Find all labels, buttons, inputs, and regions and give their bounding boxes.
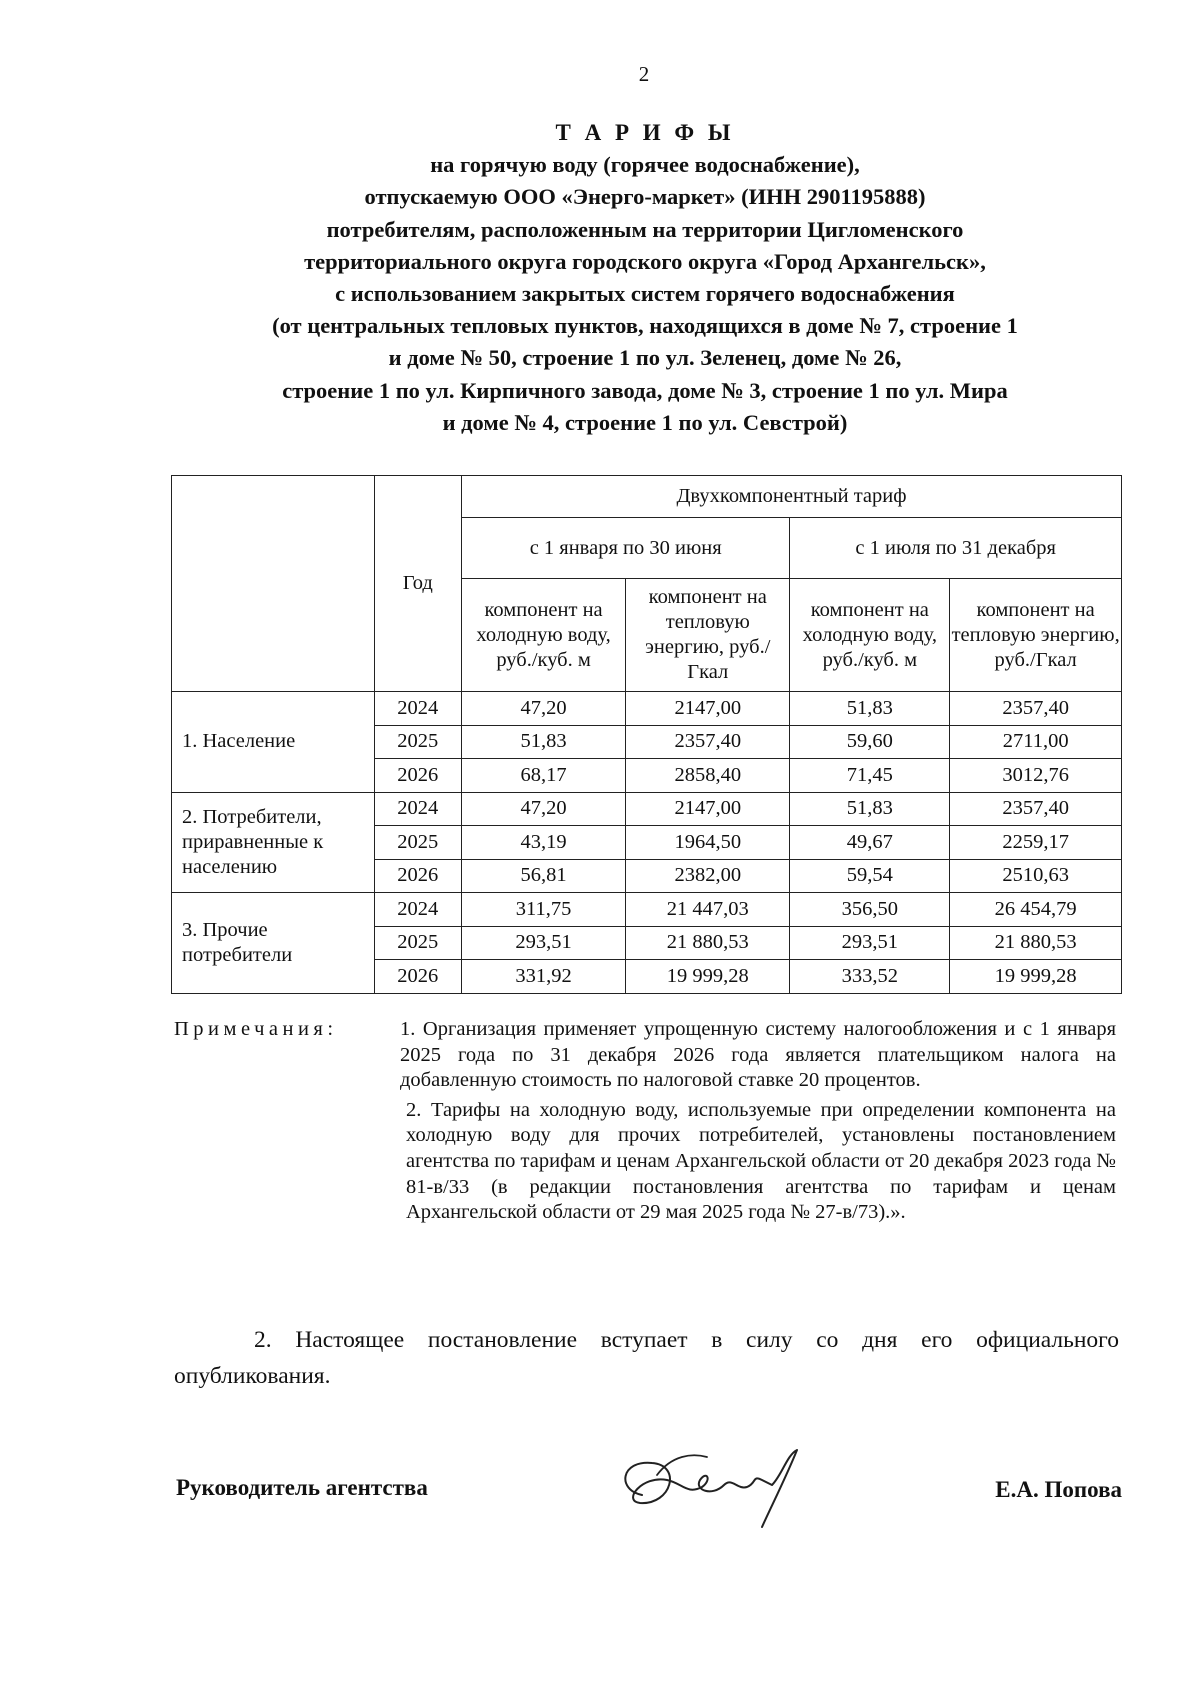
value-cell: 49,67 xyxy=(790,826,950,860)
category-cell: 3. Прочие потребители xyxy=(172,893,375,994)
title-line: отпускаемую ООО «Энерго-маркет» (ИНН 2901195888) xyxy=(364,184,926,210)
value-cell: 2357,40 xyxy=(950,792,1122,826)
title-line: территориального округа городского округа «Город Архангельск», xyxy=(304,248,986,274)
value-cell: 51,83 xyxy=(461,725,625,759)
value-cell: 21 880,53 xyxy=(950,926,1122,960)
title-line: и доме № 50, строение 1 по ул. Зеленец, доме № 26, xyxy=(388,345,902,371)
effective-date-clause: 2. Настоящее постановление вступает в силу со дня его официального опубликования. xyxy=(174,1327,1119,1389)
value-cell: 2382,00 xyxy=(626,859,790,893)
value-cell: 311,75 xyxy=(461,893,625,927)
value-cell: 68,17 xyxy=(461,759,625,793)
year-cell: 2024 xyxy=(374,792,461,826)
title-main: Т А Р И Ф Ы xyxy=(555,120,735,145)
year-cell: 2026 xyxy=(374,759,461,793)
value-cell: 51,83 xyxy=(790,692,950,726)
title-line: с использованием закрытых систем горячего водоснабжения xyxy=(335,281,955,307)
year-header: Год xyxy=(374,476,461,692)
tariff-table xyxy=(171,475,1122,994)
title-line: потребителям, расположенным на территории Цигломенского xyxy=(326,216,964,242)
value-cell: 56,81 xyxy=(461,859,625,893)
title-line: на горячую воду (горячее водоснабжение), xyxy=(430,152,860,178)
value-cell: 2357,40 xyxy=(950,692,1122,726)
value-cell: 59,54 xyxy=(790,859,950,893)
value-cell: 293,51 xyxy=(461,926,625,960)
value-cell: 26 454,79 xyxy=(950,893,1122,927)
period-header: с 1 января по 30 июня xyxy=(461,518,789,579)
value-cell: 3012,76 xyxy=(950,759,1122,793)
component-header: компонент на тепловую энергию, руб./Гкал xyxy=(950,579,1122,692)
value-cell: 19 999,28 xyxy=(626,960,790,994)
note-item: 1. Организация применяет упрощенную систему налогообложения и с 1 января 2025 года по 31 декабря 2026 года является плательщиком налога на добавленную стоимость по налоговой ставке 20 процентов. xyxy=(400,1018,1116,1092)
title-line: (от центральных тепловых пунктов, находящихся в доме № 7, строение 1 xyxy=(272,313,1018,339)
tariff-header: Двухкомпонентный тариф xyxy=(461,476,1121,518)
value-cell: 2858,40 xyxy=(626,759,790,793)
category-cell: 1. Население xyxy=(172,692,375,793)
component-header: компонент на холодную воду, руб./куб. м xyxy=(790,579,950,692)
year-cell: 2026 xyxy=(374,960,461,994)
value-cell: 2147,00 xyxy=(626,692,790,726)
table-row xyxy=(172,692,1122,726)
year-cell: 2025 xyxy=(374,926,461,960)
value-cell: 2510,63 xyxy=(950,859,1122,893)
value-cell: 43,19 xyxy=(461,826,625,860)
value-cell: 59,60 xyxy=(790,725,950,759)
value-cell: 1964,50 xyxy=(626,826,790,860)
value-cell: 47,20 xyxy=(461,692,625,726)
notes-body xyxy=(400,1017,1116,1226)
year-cell: 2026 xyxy=(374,859,461,893)
table-row xyxy=(172,792,1122,826)
value-cell: 293,51 xyxy=(790,926,950,960)
category-cell: 2. Потребители, приравненные к населению xyxy=(172,792,375,893)
component-header: компонент на тепловую энергию, руб./Гкал xyxy=(626,579,790,692)
signatory-role: Руководитель агентства xyxy=(176,1475,428,1500)
value-cell: 71,45 xyxy=(790,759,950,793)
value-cell: 51,83 xyxy=(790,792,950,826)
note-item: 2. Тарифы на холодную воду, используемые при определении компонента на холодную воду для прочих потребителей, установлены постановлением агентства по тарифам и ценам Архангельской области от 20 декабря 2023 года № 81-в/33 (в редакции постановления агентства по тарифам и ценам Архангельской области от 29 мая 2025 года № 27-в/73).». xyxy=(406,1098,1116,1224)
value-cell: 21 880,53 xyxy=(626,926,790,960)
value-cell: 2147,00 xyxy=(626,792,790,826)
title-line: и доме № 4, строение 1 по ул. Севстрой) xyxy=(442,409,848,435)
value-cell: 21 447,03 xyxy=(626,893,790,927)
value-cell: 2259,17 xyxy=(950,826,1122,860)
value-cell: 333,52 xyxy=(790,960,950,994)
category-header-cell xyxy=(172,476,375,692)
year-cell: 2025 xyxy=(374,725,461,759)
title-line: строение 1 по ул. Кирпичного завода, доме № 3, строение 1 по ул. Мира xyxy=(282,377,1008,403)
document-title xyxy=(150,117,1140,439)
component-header: компонент на холодную воду, руб./куб. м xyxy=(461,579,625,692)
value-cell: 331,92 xyxy=(461,960,625,994)
value-cell: 2711,00 xyxy=(950,725,1122,759)
year-cell: 2025 xyxy=(374,826,461,860)
handwritten-signature xyxy=(612,1435,812,1533)
value-cell: 47,20 xyxy=(461,792,625,826)
value-cell: 19 999,28 xyxy=(950,960,1122,994)
signatory-name: Е.А. Попова xyxy=(995,1477,1122,1502)
year-cell: 2024 xyxy=(374,692,461,726)
value-cell: 2357,40 xyxy=(626,725,790,759)
period-header: с 1 июля по 31 декабря xyxy=(790,518,1122,579)
year-cell: 2024 xyxy=(374,893,461,927)
table-row xyxy=(172,893,1122,927)
page-number: 2 xyxy=(638,62,650,86)
notes-label: Примечания: xyxy=(174,1018,338,1040)
value-cell: 356,50 xyxy=(790,893,950,927)
